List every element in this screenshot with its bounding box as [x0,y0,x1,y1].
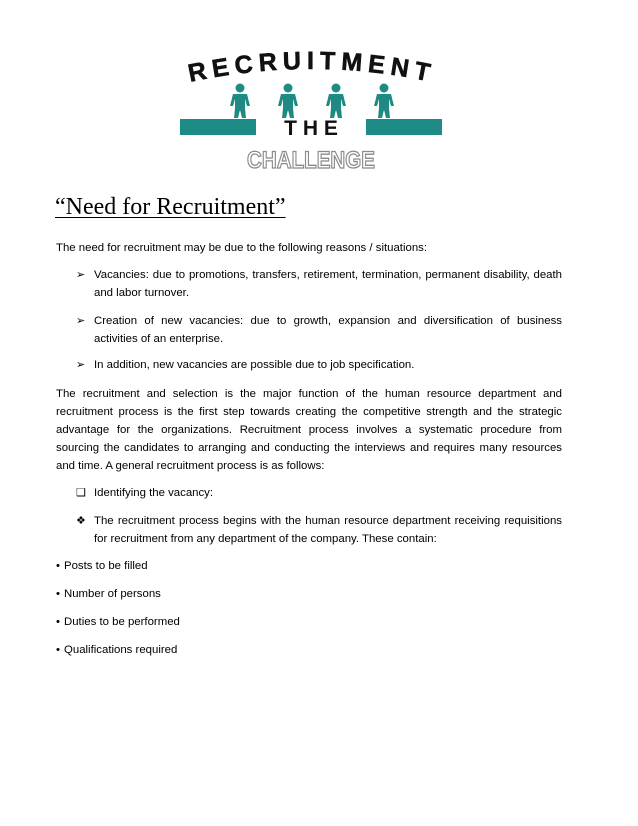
list-item [56,585,161,603]
people-figures [230,84,394,119]
logo-band-right [366,119,442,135]
reason-text: In addition, new vacancies are possible due to job specification. [94,359,415,371]
diamond-bullet-icon: ❖ [76,515,86,527]
dot-bullet-icon: • [56,616,60,628]
logo-title: RECRUITMENT [185,48,433,88]
dot-bullet-icon: • [56,644,60,656]
logo-band-left [180,119,256,135]
reason-item [76,312,562,348]
checkbox-bullet-icon: ❑ [76,487,86,499]
list-item-text: Duties to be performed [64,616,180,628]
person-figure-icon [374,84,394,119]
list-item [56,557,148,575]
person-figure-icon [278,84,298,119]
list-item-text: Posts to be filled [64,560,148,572]
person-figure-icon [326,84,346,119]
step-item [76,512,562,548]
step-requisition-text: The recruitment process begins with the human resource department receiving requisitions for recruitment from any department of the company. These contain: [94,515,562,545]
list-item [56,613,180,631]
dot-bullet-icon: • [56,560,60,572]
reason-item [76,356,562,374]
process-paragraph: The recruitment and selection is the major function of the human resource department and recruitment process is the first step towards creating the competitive strength and the strategic advantage for the organizations. Recruitment process involves a systematic procedure from sourcing the candidates to arranging and conducting the interviews and requires many resources and time. A general recruitment process is as follows: [56,388,562,472]
page-heading: “Need for Recruitment” [55,194,286,220]
recruitment-logo [178,48,444,176]
reason-text: Vacancies: due to promotions, transfers, retirement, termination, permanent disability, death and labor turnover. [94,269,562,299]
person-figure-icon [230,84,250,119]
step-identify-text: Identifying the vacancy: [94,487,214,499]
arrow-bullet-icon: ➢ [76,269,86,281]
list-item [56,641,177,659]
arrow-bullet-icon: ➢ [76,315,86,327]
reason-text: Creation of new vacancies: due to growth, expansion and diversification of business activities of an enterprise. [94,315,562,345]
reason-item [76,266,562,302]
list-item-text: Number of persons [64,588,161,600]
logo-middle-text: T H E [284,117,338,140]
list-item-text: Qualifications required [64,644,178,656]
logo-bottom-text: CHALLENGE [247,147,375,174]
intro-text: The need for recruitment may be due to the following reasons / situations: [56,242,428,254]
dot-bullet-icon: • [56,588,60,600]
step-item [76,484,562,502]
arrow-bullet-icon: ➢ [76,359,86,371]
